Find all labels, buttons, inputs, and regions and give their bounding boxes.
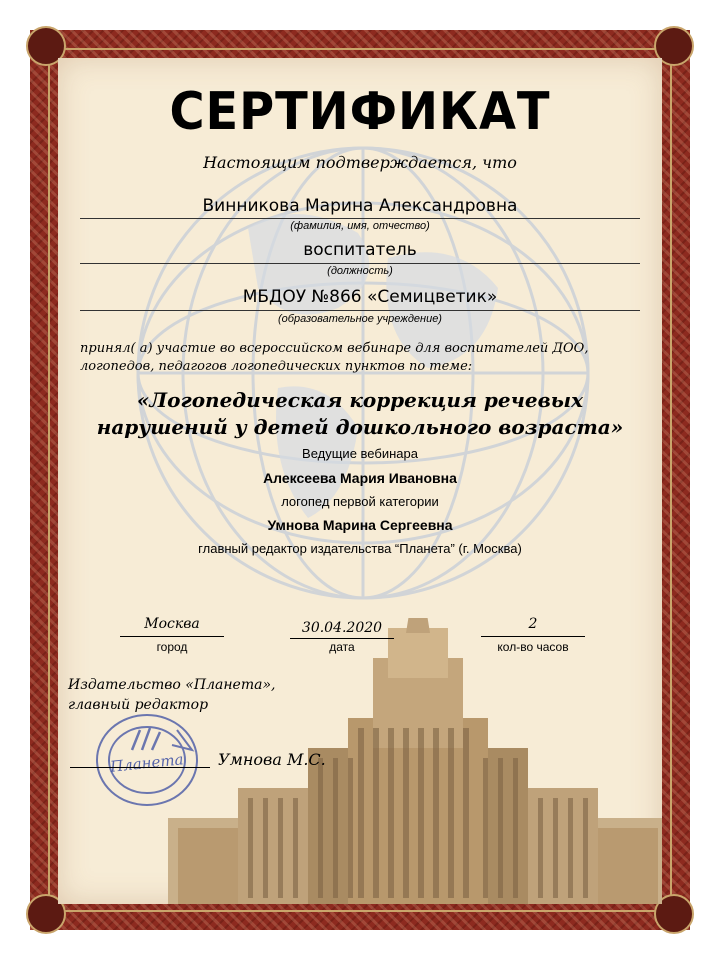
- webinar-topic-line2: нарушений у детей дошкольного возраста»: [96, 415, 624, 439]
- stamp-icon: [92, 710, 202, 810]
- position-caption: (должность): [327, 265, 393, 277]
- hosts-heading: Ведущие вебинара: [302, 446, 418, 461]
- city-rule: [120, 636, 224, 637]
- institution-value: МБДОУ №866 «Семицветик»: [242, 287, 498, 307]
- institution-caption: (образовательное учреждение): [278, 313, 442, 325]
- full-name-caption: (фамилия, имя, отчество): [290, 220, 430, 232]
- publisher-line1: Издательство «Планета»,: [68, 677, 276, 693]
- city-value: Москва: [144, 616, 200, 632]
- host1-name: Алексеева Мария Ивановна: [263, 470, 457, 486]
- full-name-rule: [80, 218, 640, 219]
- host2-role: главный редактор издательства “Планета” (г. Москва): [198, 541, 522, 556]
- date-value: 30.04.2020: [301, 620, 383, 636]
- host1-role: логопед первой категории: [281, 494, 439, 509]
- signature-name: Умнова М.С.: [218, 750, 326, 769]
- publisher-line2: главный редактор: [68, 697, 209, 713]
- certificate-title: СЕРТИФИКАТ: [169, 82, 551, 142]
- date-rule: [290, 638, 394, 639]
- position-value: воспитатель: [303, 240, 417, 260]
- position-rule: [80, 263, 640, 264]
- hours-value: 2: [528, 616, 538, 632]
- date-caption: дата: [329, 640, 355, 654]
- intro-text: Настоящим подтверждается, что: [203, 153, 517, 172]
- stamp-label: Планета: [109, 750, 185, 776]
- participation-text: принял( а) участие во всероссийском вебинаре для воспитателей ДОО, логопедов, педагогов логопедических пунктов по теме:: [80, 341, 589, 374]
- city-caption: город: [156, 640, 188, 654]
- signature-rule: [70, 767, 210, 768]
- full-name-value: Винникова Марина Александровна: [202, 196, 518, 216]
- hours-caption: кол-во часов: [497, 640, 569, 654]
- institution-rule: [80, 310, 640, 311]
- host2-name: Умнова Марина Сергеевна: [267, 517, 453, 533]
- hours-rule: [481, 636, 585, 637]
- webinar-topic-line1: «Логопедическая коррекция речевых: [136, 388, 584, 412]
